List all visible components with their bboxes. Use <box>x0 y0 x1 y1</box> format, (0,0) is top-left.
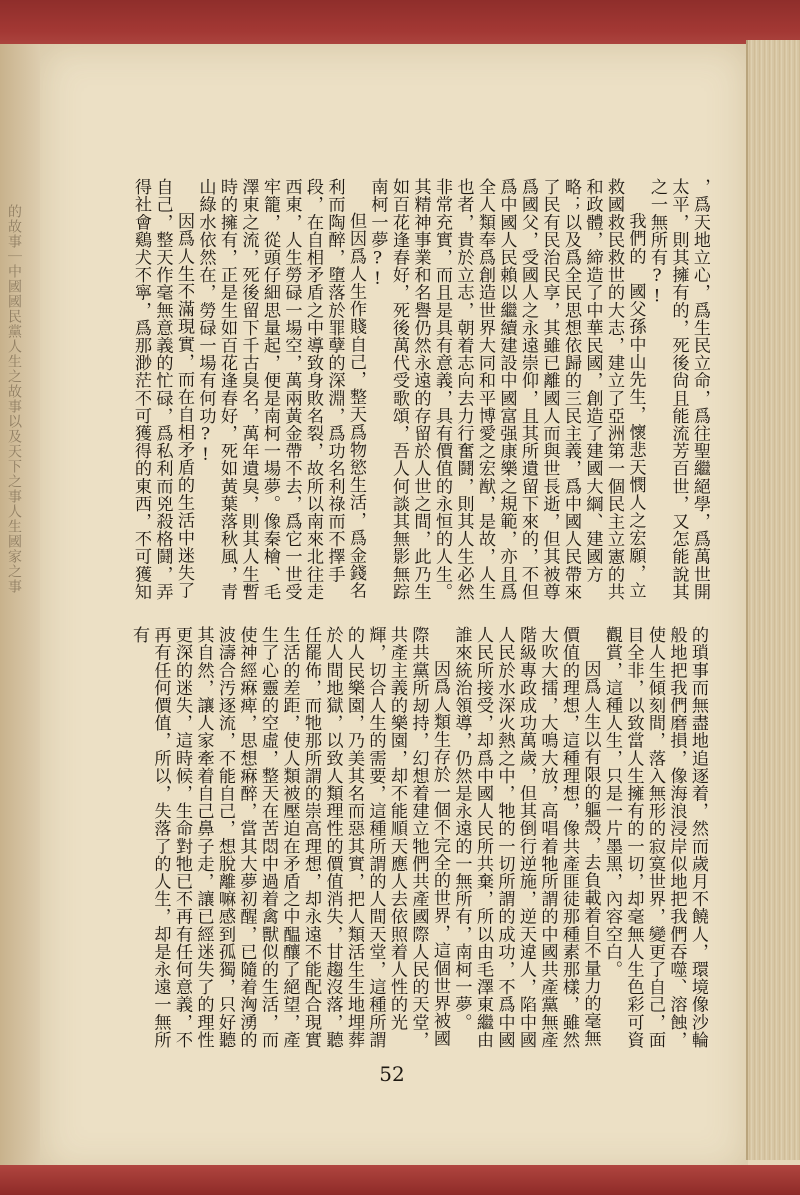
previous-page-edge <box>0 44 40 1174</box>
paragraph: 因爲人生不滿現實，而在自相矛盾的生活中迷失了自己，整天作毫無意義的忙碌，爲私利而兇殺格鬪，弄得社會鷄犬不寧，爲那渺茫不可獲得的東西，不可獲知 <box>131 178 194 601</box>
paragraph: ，爲天地立心，爲生民立命，爲往聖繼絕學，爲萬世開太平，則其擁有的，死後尙且能流芳百世，又怎能說其之一無所有?! <box>647 178 710 601</box>
paragraph: 我們的 國父孫中山先生，懷悲天憫人之宏願，立救國救民救世的大志，建立了亞洲第一個民主立憲的共和政體，締造了中華民國，創造了建國大綱、建國方略；以及爲全民思想依歸的三民主義，爲中國人民帶來了民有民治民享，其雖已離國人而與世長逝，但其被尊爲國父，受國人之永遠崇仰，且其所遺留下來的，不但爲中國人民賴以繼續建設中國富强康樂之規範，亦且爲全人類奉爲創造世界大同和平博愛之宏猷，是故，人生也者，貴於立志，朝着志向去力行奮鬪，則其人生必然非常充實，而且是具有意義，具有價值的永恒的人生。其精神事業和名譽仍然永遠的存留於人世之間，此乃生如百花逢春好，死後萬代受歌頌，吾人何談其無影無踪南柯一夢?! <box>367 178 646 601</box>
text-block-bottom <box>80 626 708 1056</box>
paragraph: 因爲人生以有限的軀殼，去負載着自不量力的毫無價值的理想，這種理想，像共產匪徒那種素那樣，雖然大吹大擂，大鳴大放，高唱着牠所謂的中國共產黨無產階級專政成功萬歲，但其倒行逆施，逆天違人，陷中國人民於水深火熱之中，牠的一切所謂的成功，不爲中國人民所接受，却爲中國人民所共棄，所以由毛澤東繼由誰來統治領導，仍然是永遠的一無所有，南柯一夢。 <box>451 626 601 1049</box>
book-cover-bottom <box>0 1165 800 1195</box>
text-block-top <box>80 178 710 606</box>
page-stack-edge <box>746 40 800 1160</box>
previous-page-text: 的故事｜中國國民黨人生之故事以及天下之事人生國家之事 <box>6 204 22 594</box>
page-number: 52 <box>379 1062 405 1086</box>
paragraph: 因爲人類生存於一個不完全的世界，這個世界被國際共黨所刼持，幻想着建立牠們共產國際人民的天堂，共產主義的樂園，却不能順天應人去依照着人性的光輝，切合人生的需要，這種所謂的人間天堂，這種所謂的人民樂園，乃美其名而惡其實，把人類活生生地埋葬於人間地獄，以致人類理性的價值消失，甘趨沒落，聽任罷佈，而牠那所謂的崇高理想，却永遠不能配合現實生活的差距，使人類被壓迫在矛盾之中醖釀了絕望，產生了心靈的空虛，整天在苦悶中過着禽獸似的生活，而使神經痳痺，思想痳醉，當其大夢初醒，已隨着洶湧的波濤合汚逐流，不能自己，想脫離嘛感到孤獨，只好聽其自然，讓人家牽着自己鼻子走，讓已經迷失了的理性更深的迷失，這時候，生命對牠已不再有任何意義，不再有任何價值，所以，失落了的人生，却是永遠一無所有 <box>129 626 450 1049</box>
paragraph: 但因爲人生作賤自己，整天爲物慾生活，爲金錢名利而陶醉，墮落於罪孽的深淵，爲功名利祿而不擇手段，在自相矛盾之中導致身敗名裂，故所以南來北往走西東，人生勞碌一場空，萬兩黃金帶不去，爲它一世受牢籠，從頭仔細思量起，便是南柯一場夢。像秦檜、毛澤東之流，死後留下千古臭名，萬年遺臭，則其人生暫時的擁有，正是生如百花逢春好，死如黃葉落秋風，青山綠水依然在，勞碌一場有何功?! <box>195 178 366 601</box>
paragraph: 的瑣事而無盡地追逐着，然而歲月不饒人，環境像沙輪般地把我們磨損，像海浪浸岸似地把我們吞噬、溶蝕，使人生傾刻間，落入無形的寂寞世界，變更了自己，面目全非，以致當人生擁有的一切，却毫無人生色彩可資觀賞，這種人生，只是一片墨黑，內容空白。 <box>602 626 708 1049</box>
